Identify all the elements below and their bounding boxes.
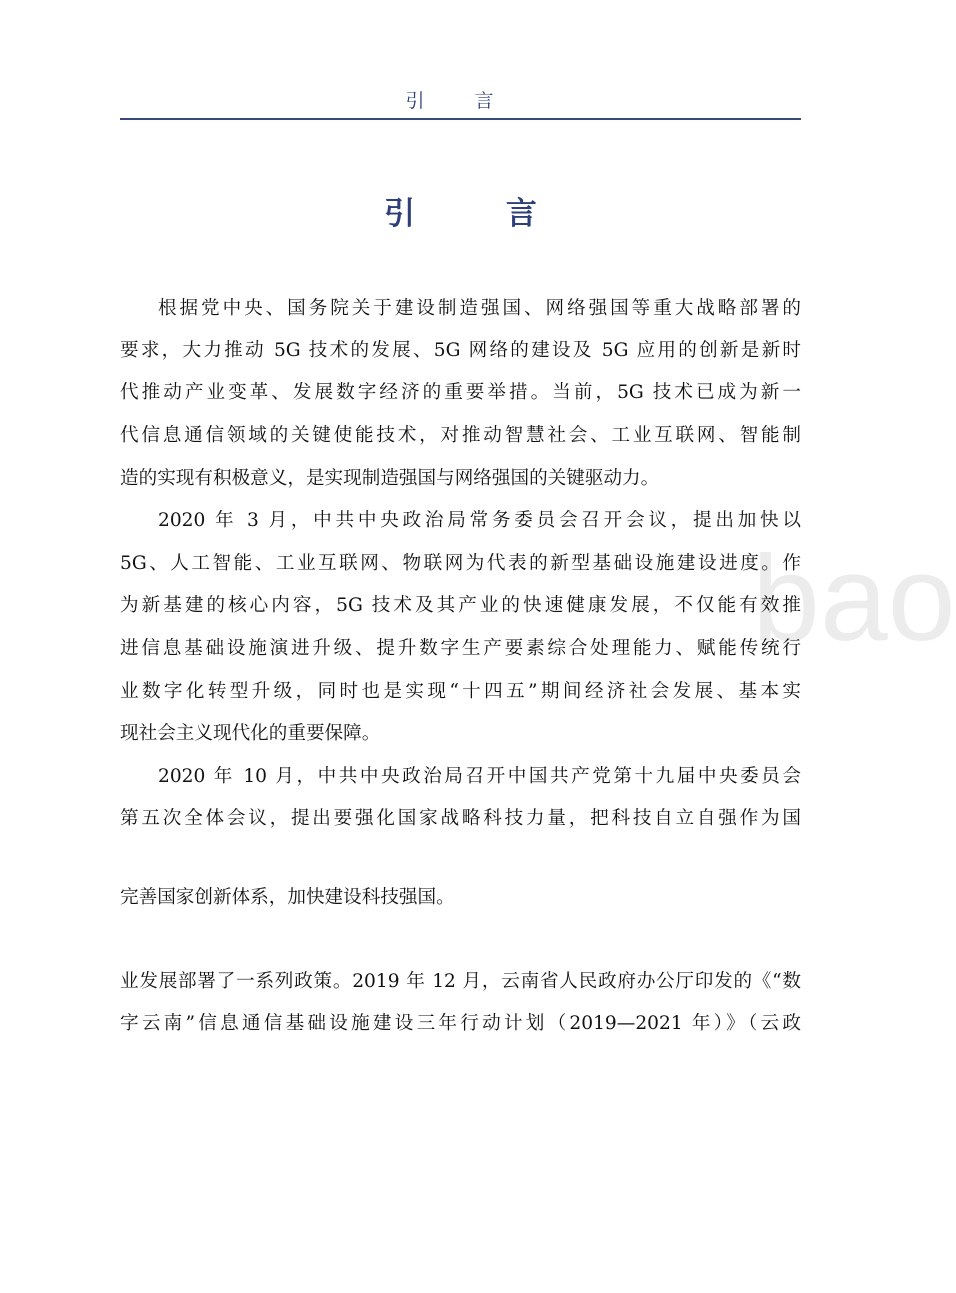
watermark: bao (752, 530, 956, 666)
text-line: 业发展部署了一系列政策。2019 年 12 月，云南省人民政府办公厅印发的《“数 (120, 971, 801, 992)
page-title: 引 言 (384, 196, 577, 232)
text-line: 现社会主义现代化的重要保障。 (120, 723, 381, 744)
text-line: 字云南”信息通信基础设施建设三年行动计划（2019—2021 年）》（云政 (120, 1013, 801, 1034)
text-line: 完善国家创新体系，加快建设科技强国。 (120, 887, 455, 908)
text-line: 业数字化转型升级，同时也是实现“十四五”期间经济社会发展、基本实 (120, 681, 801, 702)
text-line: 造的实现有积极意义，是实现制造强国与网络强国的关键驱动力。 (120, 468, 660, 489)
text-line: 2020 年 3 月，中共中央政治局常务委员会召开会议，提出加快以 (158, 510, 801, 531)
running-header: 引 言 (120, 84, 801, 120)
text-line: 为新基建的核心内容，5G 技术及其产业的快速健康发展，不仅能有效推 (120, 595, 801, 616)
text-line: 要求，大力推动 5G 技术的发展、5G 网络的建设及 5G 应用的创新是新时 (120, 340, 801, 361)
text-line: 根据党中央、国务院关于建设制造强国、网络强国等重大战略部署的 (158, 298, 801, 319)
text-line: 2020 年 10 月，中共中央政治局召开中国共产党第十九届中央委员会 (158, 766, 801, 787)
text-line: 5G、人工智能、工业互联网、物联网为代表的新型基础设施建设进度。作 (120, 553, 801, 574)
text-line: 第五次全体会议，提出要强化国家战略科技力量，把科技自立自强作为国 (120, 808, 801, 829)
text-line: 代推动产业变革、发展数字经济的重要举措。当前，5G 技术已成为新一 (120, 382, 801, 403)
text-line: 代信息通信领域的关键使能技术，对推动智慧社会、工业互联网、智能制 (120, 425, 801, 446)
text-line: 进信息基础设施演进升级、提升数字生产要素综合处理能力、赋能传统行 (120, 638, 801, 659)
